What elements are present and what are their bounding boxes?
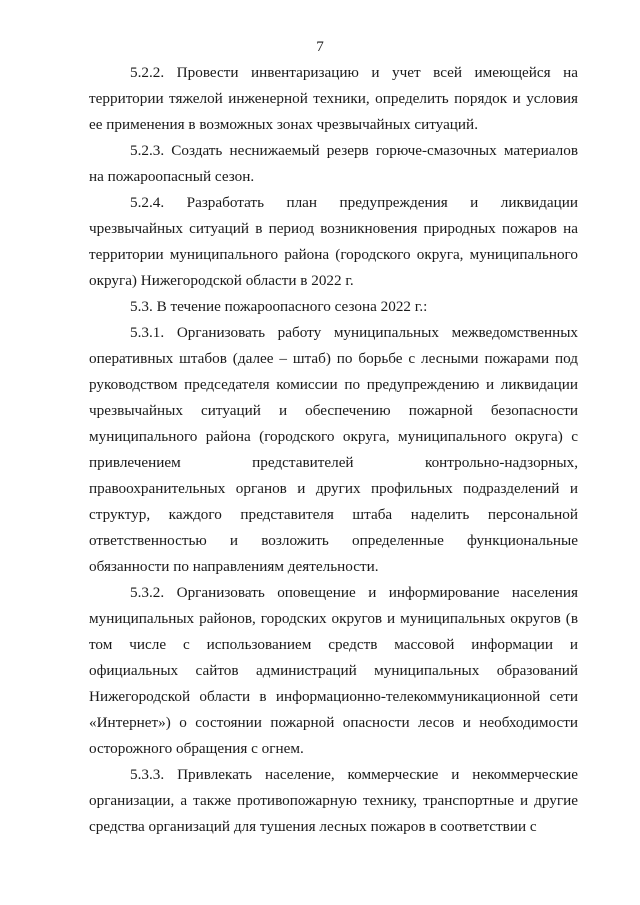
paragraph-5-3: 5.3. В течение пожароопасного сезона 2022 г.: bbox=[130, 298, 428, 315]
paragraph-5-3-3: 5.3.3. Привлекать население, коммерческие и некоммерческие организации, а также противопожарную технику, транспортные и другие средства организаций для тушения лесных пожаров в соответствии с bbox=[89, 766, 578, 835]
page-number: 7 bbox=[316, 38, 324, 55]
paragraph-5-3-1: 5.3.1. Организовать работу муниципальных межведомственных оперативных штабов (далее – штаб) по борьбе с лесными пожарами под руководством председателя комиссии по предупреждению и ликвидации чрезвычайных ситуаций и обеспечению пожарной безопасности муниципального района (городского округа, муниципального округа) с привлечением представителей контрольно-надзорных, правоохранительных органов и других профильных подразделений и структур, каждого представителя штаба наделить персональной ответственностью и возложить определенные функциональные обязанности по направлениям деятельности. bbox=[89, 324, 578, 575]
document-body bbox=[89, 60, 578, 840]
paragraph-5-2-3: 5.2.3. Создать неснижаемый резерв горюче-смазочных материалов на пожароопасный сезон. bbox=[89, 142, 578, 185]
paragraph-5-2-2: 5.2.2. Провести инвентаризацию и учет всей имеющейся на территории тяжелой инженерной техники, определить порядок и условия ее применения в возможных зонах чрезвычайных ситуаций. bbox=[89, 64, 578, 133]
paragraph-5-2-4: 5.2.4. Разработать план предупреждения и ликвидации чрезвычайных ситуаций в период возникновения природных пожаров на территории муниципального района (городского округа, муниципального округа) Нижегородской области в 2022 г. bbox=[89, 194, 578, 289]
paragraph-5-3-2: 5.3.2. Организовать оповещение и информирование населения муниципальных районов, городских округов и муниципальных округов (в том числе с использованием средств массовой информации и официальных сайтов администраций муниципальных образований Нижегородской области в информационно-телекоммуникационной сети «Интернет») о состоянии пожарной опасности лесов и необходимости осторожного обращения с огнем. bbox=[89, 584, 578, 757]
